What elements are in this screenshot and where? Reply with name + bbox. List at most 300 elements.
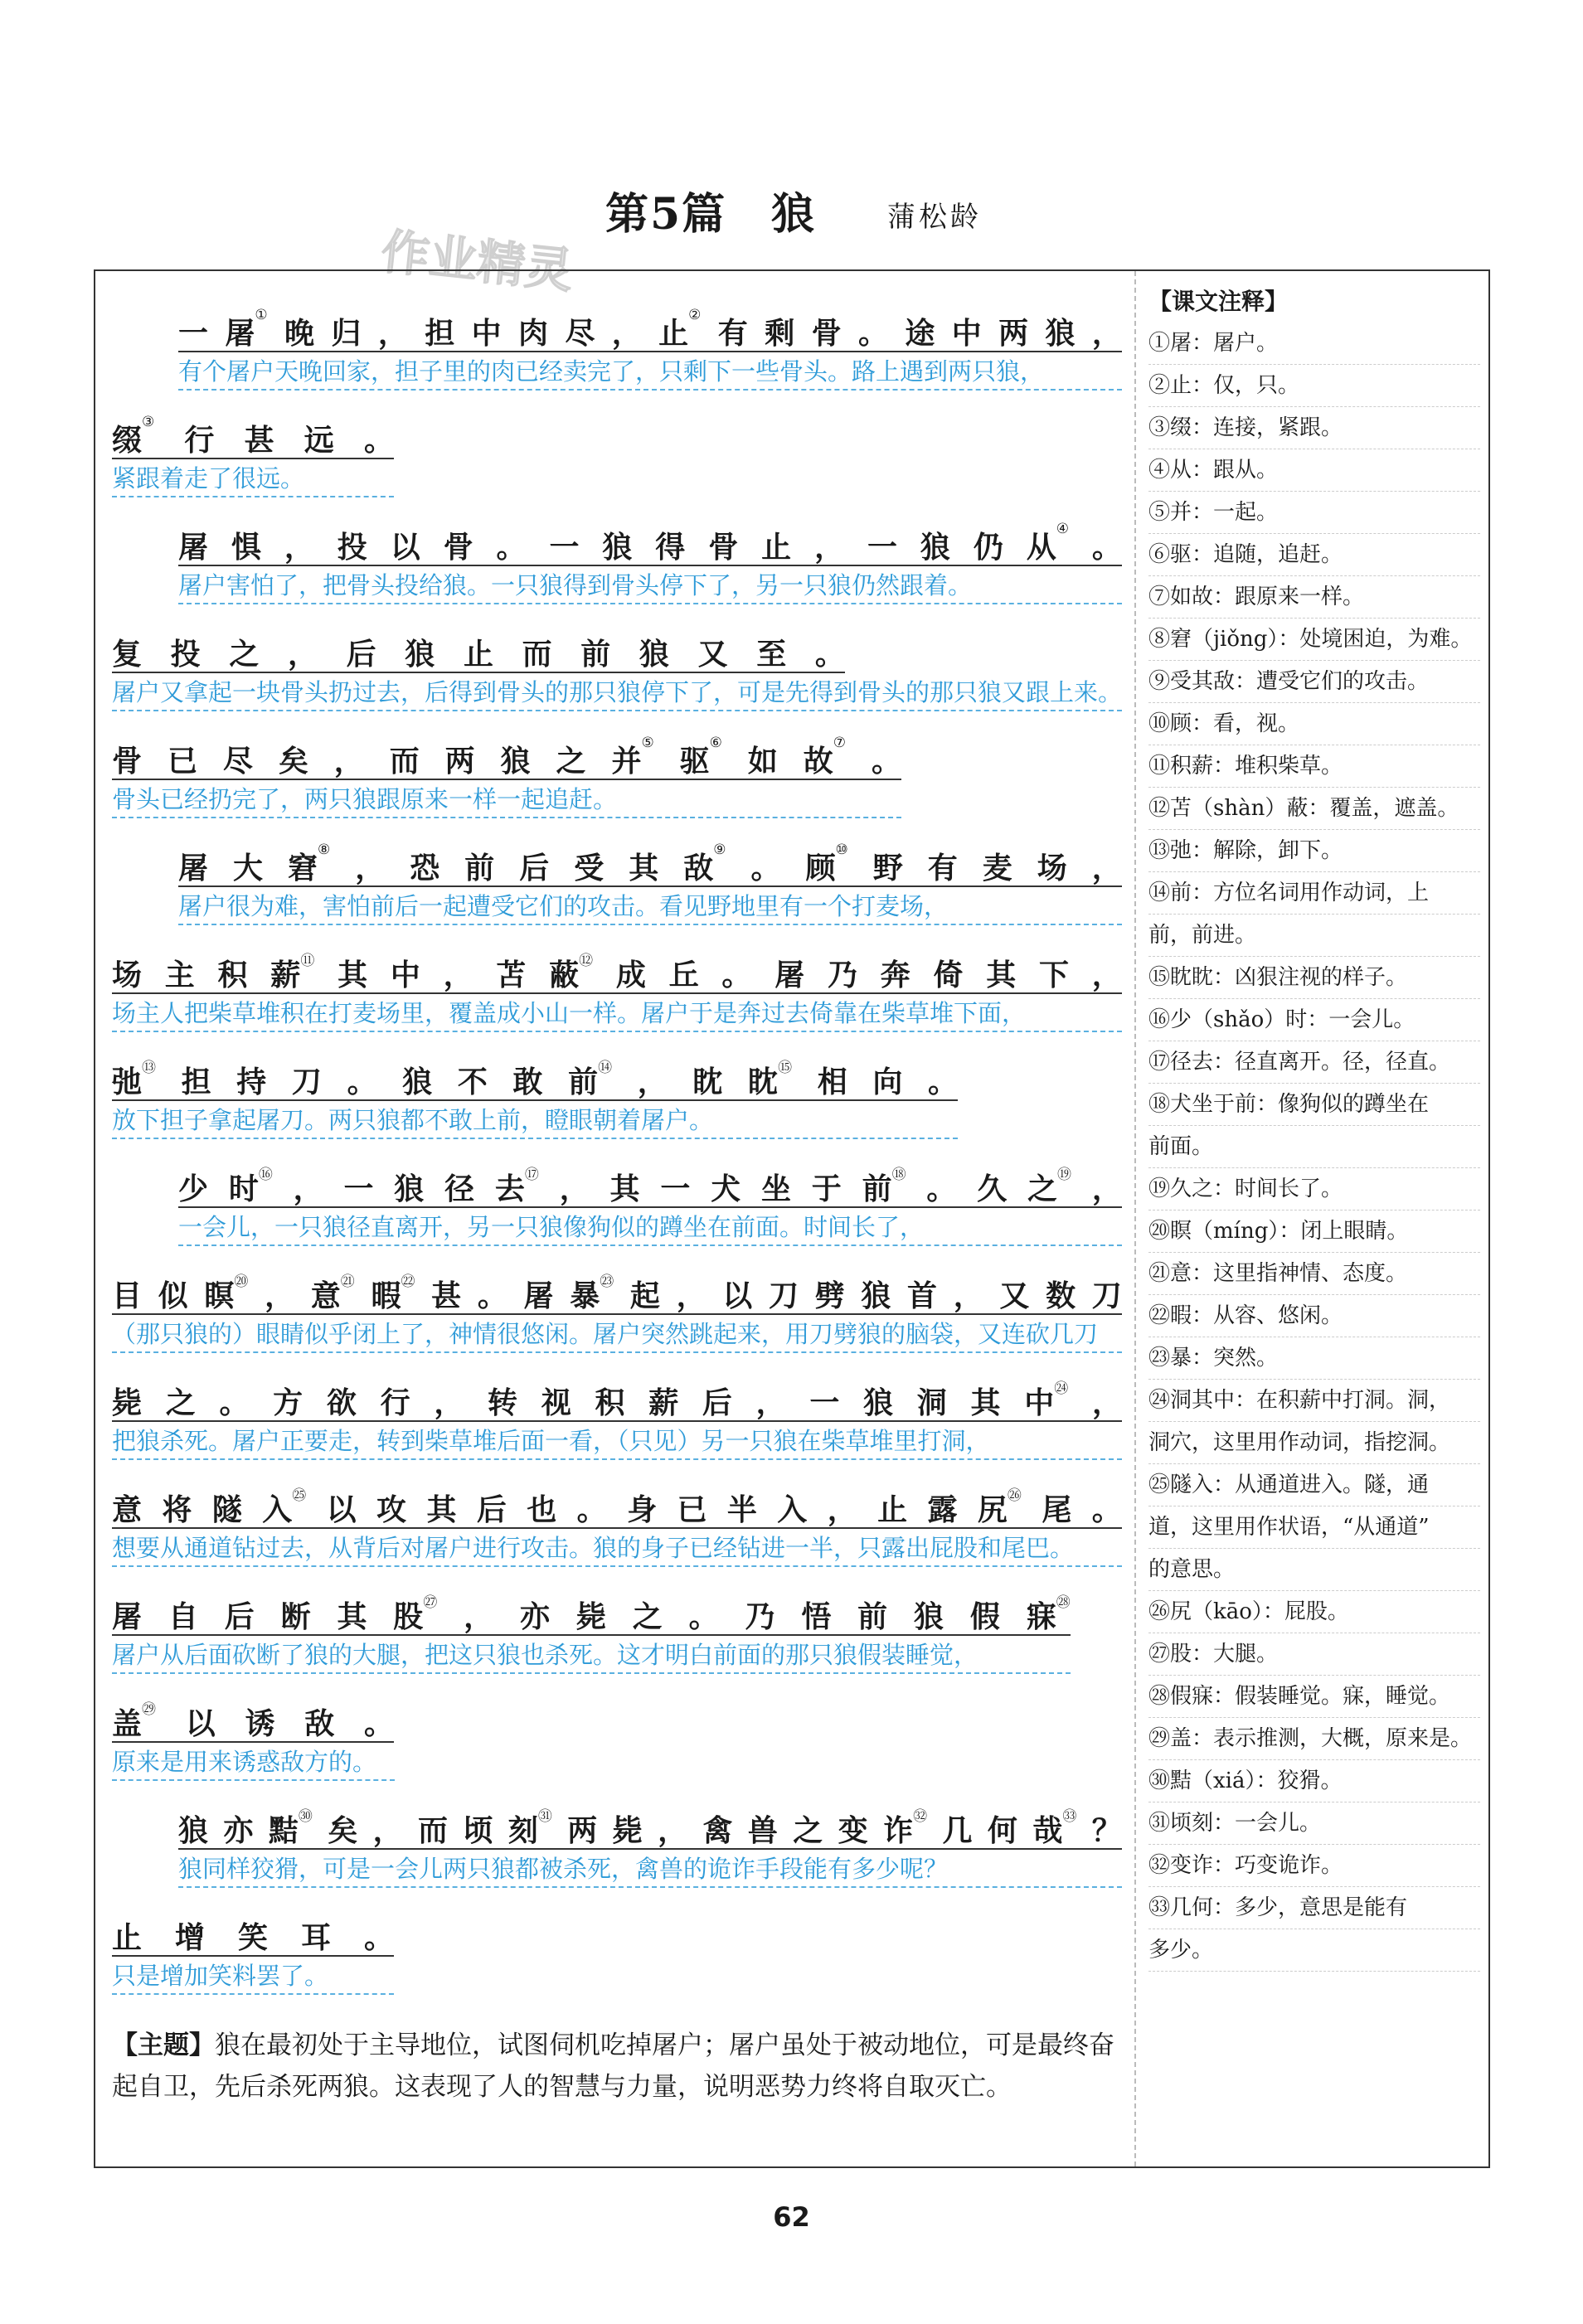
original-char: 目 bbox=[112, 1278, 143, 1313]
original-char: 。 bbox=[750, 850, 781, 885]
original-char: 一 bbox=[660, 1171, 691, 1206]
original-char: 已 bbox=[677, 1492, 707, 1527]
original-text-line bbox=[112, 1274, 1122, 1315]
original-char: 积 bbox=[595, 1385, 625, 1420]
original-char: 中 bbox=[390, 957, 420, 992]
note-item: ⑬弛：解除，卸下。 bbox=[1148, 830, 1480, 872]
note-item: ㉝几何：多少，意思是能有 bbox=[1148, 1887, 1480, 1929]
original-char: 其 bbox=[970, 1385, 1001, 1420]
original-char: 投 bbox=[170, 636, 201, 672]
original-char: 之⑲ bbox=[1027, 1166, 1072, 1206]
original-char: 坐 bbox=[760, 1171, 791, 1206]
original-char: 惧 bbox=[231, 529, 261, 565]
original-char: 数 bbox=[1046, 1278, 1076, 1313]
original-char: 敢 bbox=[512, 1064, 543, 1099]
original-text-line bbox=[178, 520, 1122, 566]
original-char: 眈 bbox=[692, 1064, 723, 1099]
translation-line: 有个屠户天晚回家，担子里的肉已经卖完了，只剩下一些骨头。路上遇到两只狼， bbox=[178, 354, 1122, 391]
text-line-pair bbox=[112, 1250, 1122, 1357]
original-char: 。 bbox=[347, 1064, 377, 1099]
translation-line: 紧跟着走了很远。 bbox=[112, 461, 394, 497]
original-char: ， bbox=[287, 636, 318, 672]
original-char: 矣 bbox=[328, 1812, 358, 1848]
note-item: ㉒暇：从容、悠闲。 bbox=[1148, 1295, 1480, 1337]
original-char: 也 bbox=[527, 1492, 557, 1527]
original-char: 刀 bbox=[1091, 1278, 1122, 1313]
original-char: 。 bbox=[688, 1599, 719, 1634]
original-char: 之 bbox=[632, 1599, 663, 1634]
original-char: ， bbox=[559, 1171, 590, 1206]
original-char: 乃 bbox=[827, 957, 857, 992]
original-char: 自 bbox=[168, 1599, 198, 1634]
original-char: ， bbox=[355, 850, 386, 885]
note-item: ⑥驱：追随，追赶。 bbox=[1148, 534, 1480, 576]
original-char: 主 bbox=[164, 957, 195, 992]
original-char: 变 bbox=[838, 1812, 868, 1848]
note-item: ㉔洞其中：在积薪中打洞。洞， bbox=[1148, 1380, 1480, 1422]
original-char: 又 bbox=[697, 636, 728, 672]
original-char: 之 bbox=[229, 636, 260, 672]
note-item: ㉚黠（xiá）：狡猾。 bbox=[1148, 1760, 1480, 1802]
original-char: 积 bbox=[217, 957, 248, 992]
original-char: ， bbox=[377, 315, 408, 351]
original-char: 麦 bbox=[982, 850, 1012, 885]
original-char: 之 bbox=[165, 1385, 196, 1420]
original-char: 狼 bbox=[402, 1064, 433, 1099]
original-char: 弛⑬ bbox=[112, 1059, 157, 1099]
original-char: 有 bbox=[717, 315, 748, 351]
original-char: 暇$^㉒$ bbox=[371, 1273, 415, 1313]
original-char: 入 bbox=[777, 1492, 808, 1527]
note-item: 前面。 bbox=[1148, 1126, 1480, 1168]
original-char: 后 bbox=[519, 850, 550, 885]
original-char: 首 bbox=[907, 1278, 938, 1313]
note-item: ⑰径去：径直离开。径，径直。 bbox=[1148, 1041, 1480, 1084]
original-char: 狼 bbox=[639, 636, 669, 672]
text-line-pair bbox=[112, 822, 1122, 929]
text-line-pair bbox=[112, 1357, 1122, 1464]
original-char: 毙 bbox=[575, 1599, 606, 1634]
original-char: 蔽⑫ bbox=[549, 952, 594, 992]
original-char: 不 bbox=[457, 1064, 488, 1099]
original-char: 骨 bbox=[443, 529, 473, 565]
original-char: 兽 bbox=[747, 1812, 778, 1848]
original-char: 仍 bbox=[973, 529, 1003, 565]
original-char: 盖$^㉙$ bbox=[112, 1701, 157, 1741]
original-char: 屠 bbox=[775, 957, 805, 992]
original-char: 意 bbox=[112, 1492, 143, 1527]
original-char: 增 bbox=[174, 1919, 205, 1955]
translation-line: （那只狼的）眼睛似乎闭上了，神情很悠闲。屠户突然跳起来，用刀劈狼的脑袋，又连砍几刀 bbox=[112, 1317, 1122, 1353]
original-char: 哉$^㉝$ bbox=[1032, 1807, 1077, 1848]
original-char: 尽 bbox=[565, 315, 595, 351]
column-divider bbox=[1134, 271, 1136, 2166]
theme-paragraph bbox=[112, 2025, 1122, 2108]
original-char: 其 bbox=[337, 1599, 367, 1634]
original-char: 止 bbox=[877, 1492, 908, 1527]
original-char: 其 bbox=[426, 1492, 457, 1527]
text-line-pair bbox=[112, 1143, 1122, 1250]
note-item: ⑯少（shǎo）时：一会儿。 bbox=[1148, 999, 1480, 1041]
original-char: ， bbox=[333, 743, 364, 779]
original-char: 其 bbox=[609, 1171, 640, 1206]
original-char: 攻 bbox=[376, 1492, 407, 1527]
note-item: ⑲久之：时间长了。 bbox=[1148, 1168, 1480, 1211]
original-char: 入$^㉕$ bbox=[262, 1487, 307, 1527]
original-char: 乃 bbox=[745, 1599, 775, 1634]
translation-line: 想要从通道钻过去，从背后对屠户进行攻击。狼的身子已经钻进一半，只露出屁股和尾巴。 bbox=[112, 1531, 1122, 1567]
original-char: 骨 bbox=[811, 315, 842, 351]
original-char: 狼 bbox=[602, 529, 633, 565]
original-char: 。 bbox=[857, 315, 888, 351]
original-char: 屠 bbox=[523, 1278, 554, 1313]
original-char: 屠 bbox=[112, 1599, 143, 1634]
original-char: 洞 bbox=[916, 1385, 947, 1420]
original-char: 禽 bbox=[702, 1812, 733, 1848]
original-char: 狼 bbox=[178, 1812, 209, 1848]
note-item: ㉘假寐：假装睡觉。寐，睡觉。 bbox=[1148, 1676, 1480, 1718]
original-char: 假 bbox=[969, 1599, 1000, 1634]
original-char: 两 bbox=[444, 743, 475, 779]
original-char: 将 bbox=[162, 1492, 192, 1527]
original-char: ， bbox=[434, 1385, 464, 1420]
original-char: 前 bbox=[580, 636, 611, 672]
original-char: 前⑭ bbox=[568, 1059, 613, 1099]
original-char: 毙 bbox=[612, 1812, 643, 1848]
original-char: 途 bbox=[905, 315, 935, 351]
original-text-line bbox=[112, 632, 845, 673]
original-char: 一 bbox=[178, 315, 209, 351]
original-char: 屠① bbox=[225, 306, 268, 351]
original-char: 悟 bbox=[801, 1599, 832, 1634]
note-item: ⑧窘（jiǒng）：处境困迫，为难。 bbox=[1148, 619, 1480, 661]
original-char: 一 bbox=[343, 1171, 374, 1206]
note-item: ⑩顾：看，视。 bbox=[1148, 703, 1480, 745]
original-char: ， bbox=[1091, 315, 1122, 351]
original-text-line bbox=[112, 413, 394, 459]
original-char: 一 bbox=[549, 529, 580, 565]
original-char: 狼 bbox=[394, 1171, 425, 1206]
note-item: 洞穴，这里用作动词，指挖洞。 bbox=[1148, 1422, 1480, 1464]
translation-line: 把狼杀死。屠户正要走，转到柴草堆后面一看，（只见）另一只狼在柴草堆里打洞， bbox=[112, 1424, 1122, 1460]
original-text-line bbox=[178, 1167, 1122, 1208]
original-char: ， bbox=[265, 1278, 295, 1313]
original-char: 诈$^㉜$ bbox=[883, 1807, 928, 1848]
original-char: 复 bbox=[112, 636, 143, 672]
original-char: 刀 bbox=[768, 1278, 799, 1313]
note-item: ㉗股：大腿。 bbox=[1148, 1633, 1480, 1676]
original-char: 苫 bbox=[496, 957, 527, 992]
original-char: 中$^㉔$ bbox=[1024, 1380, 1069, 1420]
translation-line: 放下担子拿起屠刀。两只狼都不敢上前，瞪眼朝着屠户。 bbox=[112, 1103, 958, 1139]
original-char: 以 bbox=[722, 1278, 753, 1313]
original-char: 意$^㉑$ bbox=[310, 1273, 355, 1313]
original-char: ， bbox=[1091, 850, 1122, 885]
translation-line: 原来是用来诱惑敌方的。 bbox=[112, 1744, 395, 1781]
original-text-line bbox=[112, 1487, 1122, 1529]
original-char: 剩 bbox=[765, 315, 795, 351]
text-line-pair bbox=[112, 1571, 1122, 1678]
original-char: 恐 bbox=[410, 850, 440, 885]
note-item: ③缀：连接，紧跟。 bbox=[1148, 407, 1480, 449]
page-title: 第5篇 狼 bbox=[605, 189, 817, 240]
text-line-pair bbox=[112, 288, 1122, 395]
note-item: 前，前进。 bbox=[1148, 915, 1480, 957]
original-char: ？ bbox=[1091, 1812, 1122, 1848]
original-text-line bbox=[112, 1594, 1071, 1636]
original-char: ， bbox=[372, 1812, 403, 1848]
note-item: ⑫苫（shàn）蔽：覆盖，遮盖。 bbox=[1148, 788, 1480, 830]
original-text-line bbox=[112, 1915, 394, 1957]
original-char: 以 bbox=[326, 1492, 357, 1527]
text-lines bbox=[112, 288, 1122, 1999]
original-char: 后 bbox=[346, 636, 376, 672]
original-char: 屠 bbox=[178, 529, 209, 565]
text-line-pair bbox=[112, 716, 1122, 822]
original-char: 。 bbox=[1091, 1492, 1122, 1527]
original-char: 后 bbox=[224, 1599, 255, 1634]
original-char: 一 bbox=[809, 1385, 840, 1420]
original-char: 矣 bbox=[278, 743, 308, 779]
original-char: 一 bbox=[867, 529, 897, 565]
original-char: 薪 bbox=[648, 1385, 679, 1420]
original-char: 。 bbox=[871, 743, 901, 779]
original-char: 尽 bbox=[222, 743, 253, 779]
original-text-line bbox=[178, 306, 1122, 352]
original-char: 笑 bbox=[237, 1919, 268, 1955]
original-char: 两 bbox=[567, 1812, 598, 1848]
original-char: 亦 bbox=[223, 1812, 254, 1848]
note-item: ⑤并：一起。 bbox=[1148, 492, 1480, 534]
original-char: 径 bbox=[444, 1171, 475, 1206]
original-char: 成 bbox=[615, 957, 646, 992]
original-char: 如 bbox=[747, 743, 778, 779]
original-char: 顾⑩ bbox=[805, 841, 848, 885]
original-char: 。 bbox=[496, 529, 527, 565]
original-char: 断 bbox=[280, 1599, 311, 1634]
original-char: 久 bbox=[977, 1171, 1008, 1206]
original-char: 其 bbox=[986, 957, 1017, 992]
original-char: 中 bbox=[471, 315, 502, 351]
notes-heading: 【课文注释】 bbox=[1148, 288, 1289, 315]
original-text-line bbox=[112, 953, 1122, 994]
text-line-pair bbox=[112, 1892, 1122, 1999]
original-char: 犬 bbox=[711, 1171, 741, 1206]
original-char: 而 bbox=[389, 743, 420, 779]
text-line-pair bbox=[112, 395, 1122, 502]
original-char: 薪⑪ bbox=[270, 952, 315, 992]
original-text-line bbox=[112, 1701, 394, 1743]
content-frame bbox=[94, 269, 1490, 2168]
translation-line: 屠户又拿起一块骨头扔过去，后得到骨头的那只狼停下了，可是先得到骨头的那只狼又跟上来。 bbox=[112, 675, 1122, 711]
original-char: ， bbox=[755, 1385, 786, 1420]
original-char: 受 bbox=[574, 850, 605, 885]
original-char: 后 bbox=[476, 1492, 507, 1527]
page-number: 62 bbox=[773, 2201, 810, 2233]
original-char: 时⑯ bbox=[228, 1166, 273, 1206]
theme-text: 狼在最初处于主导地位，试图伺机吃掉屠户；屠户虽处于被动地位，可是最终奋起自卫，先后杀死两狼。这表现了人的智慧与力量，说明恶势力终将自取灭亡。 bbox=[112, 2030, 1114, 2102]
original-char: 敌 bbox=[304, 1705, 335, 1741]
original-char: 前 bbox=[857, 1599, 888, 1634]
original-char: ， bbox=[637, 1064, 668, 1099]
original-char: ， bbox=[464, 1599, 494, 1634]
original-char: 毙 bbox=[112, 1385, 143, 1420]
original-char: 狼 bbox=[863, 1385, 894, 1420]
original-char: 之 bbox=[556, 743, 586, 779]
original-char: 狼 bbox=[1045, 315, 1076, 351]
original-char: 其 bbox=[337, 957, 368, 992]
original-char: 劈 bbox=[814, 1278, 845, 1313]
original-char: 得 bbox=[655, 529, 686, 565]
author-name: 蒲松龄 bbox=[887, 201, 982, 234]
original-char: 屠 bbox=[178, 850, 209, 885]
note-item: ⑱犬坐于前：像狗似的蹲坐在 bbox=[1148, 1084, 1480, 1126]
note-item: ⑮眈眈：凶狠注视的样子。 bbox=[1148, 957, 1480, 999]
original-char: 狼 bbox=[914, 1599, 944, 1634]
translation-line: 狼同样狡猾，可是一会儿两只狼都被杀死，禽兽的诡诈手段能有多少呢？ bbox=[178, 1851, 1122, 1888]
text-line-pair bbox=[112, 1464, 1122, 1571]
translation-line: 场主人把柴草堆积在打麦场里，覆盖成小山一样。屠户于是奔过去倚靠在柴草堆下面， bbox=[112, 996, 1122, 1032]
original-char: ， bbox=[284, 529, 314, 565]
text-line-pair bbox=[112, 1678, 1122, 1785]
original-char: 前 bbox=[464, 850, 495, 885]
note-item: ④从：跟从。 bbox=[1148, 449, 1480, 492]
original-text-line bbox=[112, 1380, 1122, 1422]
original-char: 中 bbox=[951, 315, 982, 351]
original-char: 窘⑧ bbox=[288, 841, 331, 885]
original-char: 场 bbox=[1037, 850, 1067, 885]
note-item: ①屠：屠户。 bbox=[1148, 323, 1480, 365]
original-char: 寐$^㉘$ bbox=[1026, 1594, 1071, 1634]
translation-line: 屠户从后面砍断了狼的大腿，把这只狼也杀死。这才明白前面的那只狼假装睡觉， bbox=[112, 1637, 1071, 1674]
original-char: ， bbox=[827, 1492, 857, 1527]
original-char: 后 bbox=[702, 1385, 732, 1420]
original-char: 狼 bbox=[920, 529, 950, 565]
original-char: 行 bbox=[380, 1385, 410, 1420]
note-item: 多少。 bbox=[1148, 1929, 1480, 1972]
original-char: 又 bbox=[999, 1278, 1030, 1313]
original-char: ， bbox=[658, 1812, 688, 1848]
note-item: ⑳瞑（míng）：闭上眼睛。 bbox=[1148, 1211, 1480, 1253]
original-char: 相 bbox=[817, 1064, 847, 1099]
note-item: ㉙盖：表示推测，大概，原来是。 bbox=[1148, 1718, 1480, 1760]
original-char: 故⑦ bbox=[803, 734, 847, 779]
original-char: 顷 bbox=[463, 1812, 493, 1848]
original-char: 欲 bbox=[326, 1385, 357, 1420]
original-char: 担 bbox=[181, 1064, 211, 1099]
original-char: 前⑱ bbox=[862, 1166, 906, 1206]
original-char: 起 bbox=[629, 1278, 660, 1313]
original-char: 甚 bbox=[431, 1278, 462, 1313]
original-char: 何 bbox=[987, 1812, 1017, 1848]
original-char: 似 bbox=[158, 1278, 188, 1313]
translation-line: 屠户害怕了，把骨头投给狼。一只狼得到骨头停下了，另一只狼仍然跟着。 bbox=[178, 568, 1122, 604]
original-char: 。 bbox=[926, 1171, 957, 1206]
original-char: 暴$^㉓$ bbox=[570, 1273, 614, 1313]
original-char: 以 bbox=[185, 1705, 216, 1741]
original-char: 。 bbox=[363, 1705, 394, 1741]
original-char: ， bbox=[443, 957, 473, 992]
original-char: 野 bbox=[872, 850, 903, 885]
original-char: 晚 bbox=[284, 315, 315, 351]
original-char: 远 bbox=[303, 422, 334, 458]
original-char: 。 bbox=[219, 1385, 250, 1420]
original-char: ， bbox=[293, 1171, 323, 1206]
original-char: 。 bbox=[576, 1492, 607, 1527]
original-char: 缀③ bbox=[112, 413, 155, 458]
original-char: 止② bbox=[658, 306, 702, 351]
original-char: ， bbox=[611, 315, 642, 351]
text-line-pair bbox=[112, 929, 1122, 1036]
original-char: 。 bbox=[927, 1064, 958, 1099]
original-char: 骨 bbox=[708, 529, 739, 565]
original-char: 尻$^㉖$ bbox=[977, 1487, 1022, 1527]
original-char: 露 bbox=[927, 1492, 958, 1527]
note-item: 的意思。 bbox=[1148, 1549, 1480, 1591]
original-char: 半 bbox=[726, 1492, 757, 1527]
original-char: 少 bbox=[178, 1171, 209, 1206]
original-text-line bbox=[178, 1808, 1122, 1850]
note-item: ㉓暴：突然。 bbox=[1148, 1337, 1480, 1380]
original-char: 于 bbox=[811, 1171, 842, 1206]
note-item: ㉜变诈：巧变诡诈。 bbox=[1148, 1845, 1480, 1887]
original-char: ， bbox=[676, 1278, 707, 1313]
original-char: 甚 bbox=[244, 422, 274, 458]
text-line-pair bbox=[112, 1036, 1122, 1143]
original-char: 。 bbox=[814, 636, 845, 672]
translation-line: 一会儿，一只狼径直离开，另一只狼像狗似的蹲坐在前面。时间长了， bbox=[178, 1210, 1122, 1246]
original-char: ， bbox=[1091, 1171, 1122, 1206]
note-item: ⑦如故：跟原来一样。 bbox=[1148, 576, 1480, 619]
original-char: 狼 bbox=[500, 743, 531, 779]
theme-label: 【主题】 bbox=[112, 2030, 215, 2060]
original-char: 狼 bbox=[405, 636, 435, 672]
original-char: 并⑤ bbox=[611, 734, 654, 779]
original-char: 持 bbox=[236, 1064, 267, 1099]
original-char: 几 bbox=[942, 1812, 973, 1848]
original-char: 大 bbox=[233, 850, 264, 885]
original-char: 肉 bbox=[517, 315, 548, 351]
original-char: 身 bbox=[627, 1492, 658, 1527]
note-item: ②止：仅，只。 bbox=[1148, 365, 1480, 407]
original-char: ， bbox=[1091, 957, 1122, 992]
note-item: ⑨受其敌：遭受它们的攻击。 bbox=[1148, 661, 1480, 703]
original-char: 止 bbox=[112, 1919, 143, 1955]
original-char: 有 bbox=[927, 850, 958, 885]
original-char: 其 bbox=[629, 850, 659, 885]
original-char: 骨 bbox=[112, 743, 143, 779]
notes-list bbox=[1148, 323, 1480, 1972]
original-char: 倚 bbox=[933, 957, 964, 992]
original-text-line bbox=[112, 734, 901, 780]
original-char: 之 bbox=[793, 1812, 823, 1848]
note-item: ⑭前：方位名词用作动词，上 bbox=[1148, 872, 1480, 915]
original-char: 狼 bbox=[861, 1278, 891, 1313]
original-char: 担 bbox=[425, 315, 455, 351]
original-char: 方 bbox=[273, 1385, 303, 1420]
original-char: 投 bbox=[337, 529, 367, 565]
translation-line: 骨头已经扔完了，两只狼跟原来一样一起追赶。 bbox=[112, 782, 901, 818]
note-item: ㉛顷刻：一会儿。 bbox=[1148, 1802, 1480, 1845]
original-char: 场 bbox=[112, 957, 143, 992]
original-char: 瞑⑳ bbox=[204, 1273, 249, 1313]
original-char: 眈⑮ bbox=[748, 1059, 793, 1099]
original-char: 刀 bbox=[291, 1064, 322, 1099]
original-char: 。 bbox=[363, 1919, 394, 1955]
original-char: 两 bbox=[998, 315, 1029, 351]
original-char: 转 bbox=[488, 1385, 518, 1420]
original-char: 驱⑥ bbox=[679, 734, 722, 779]
